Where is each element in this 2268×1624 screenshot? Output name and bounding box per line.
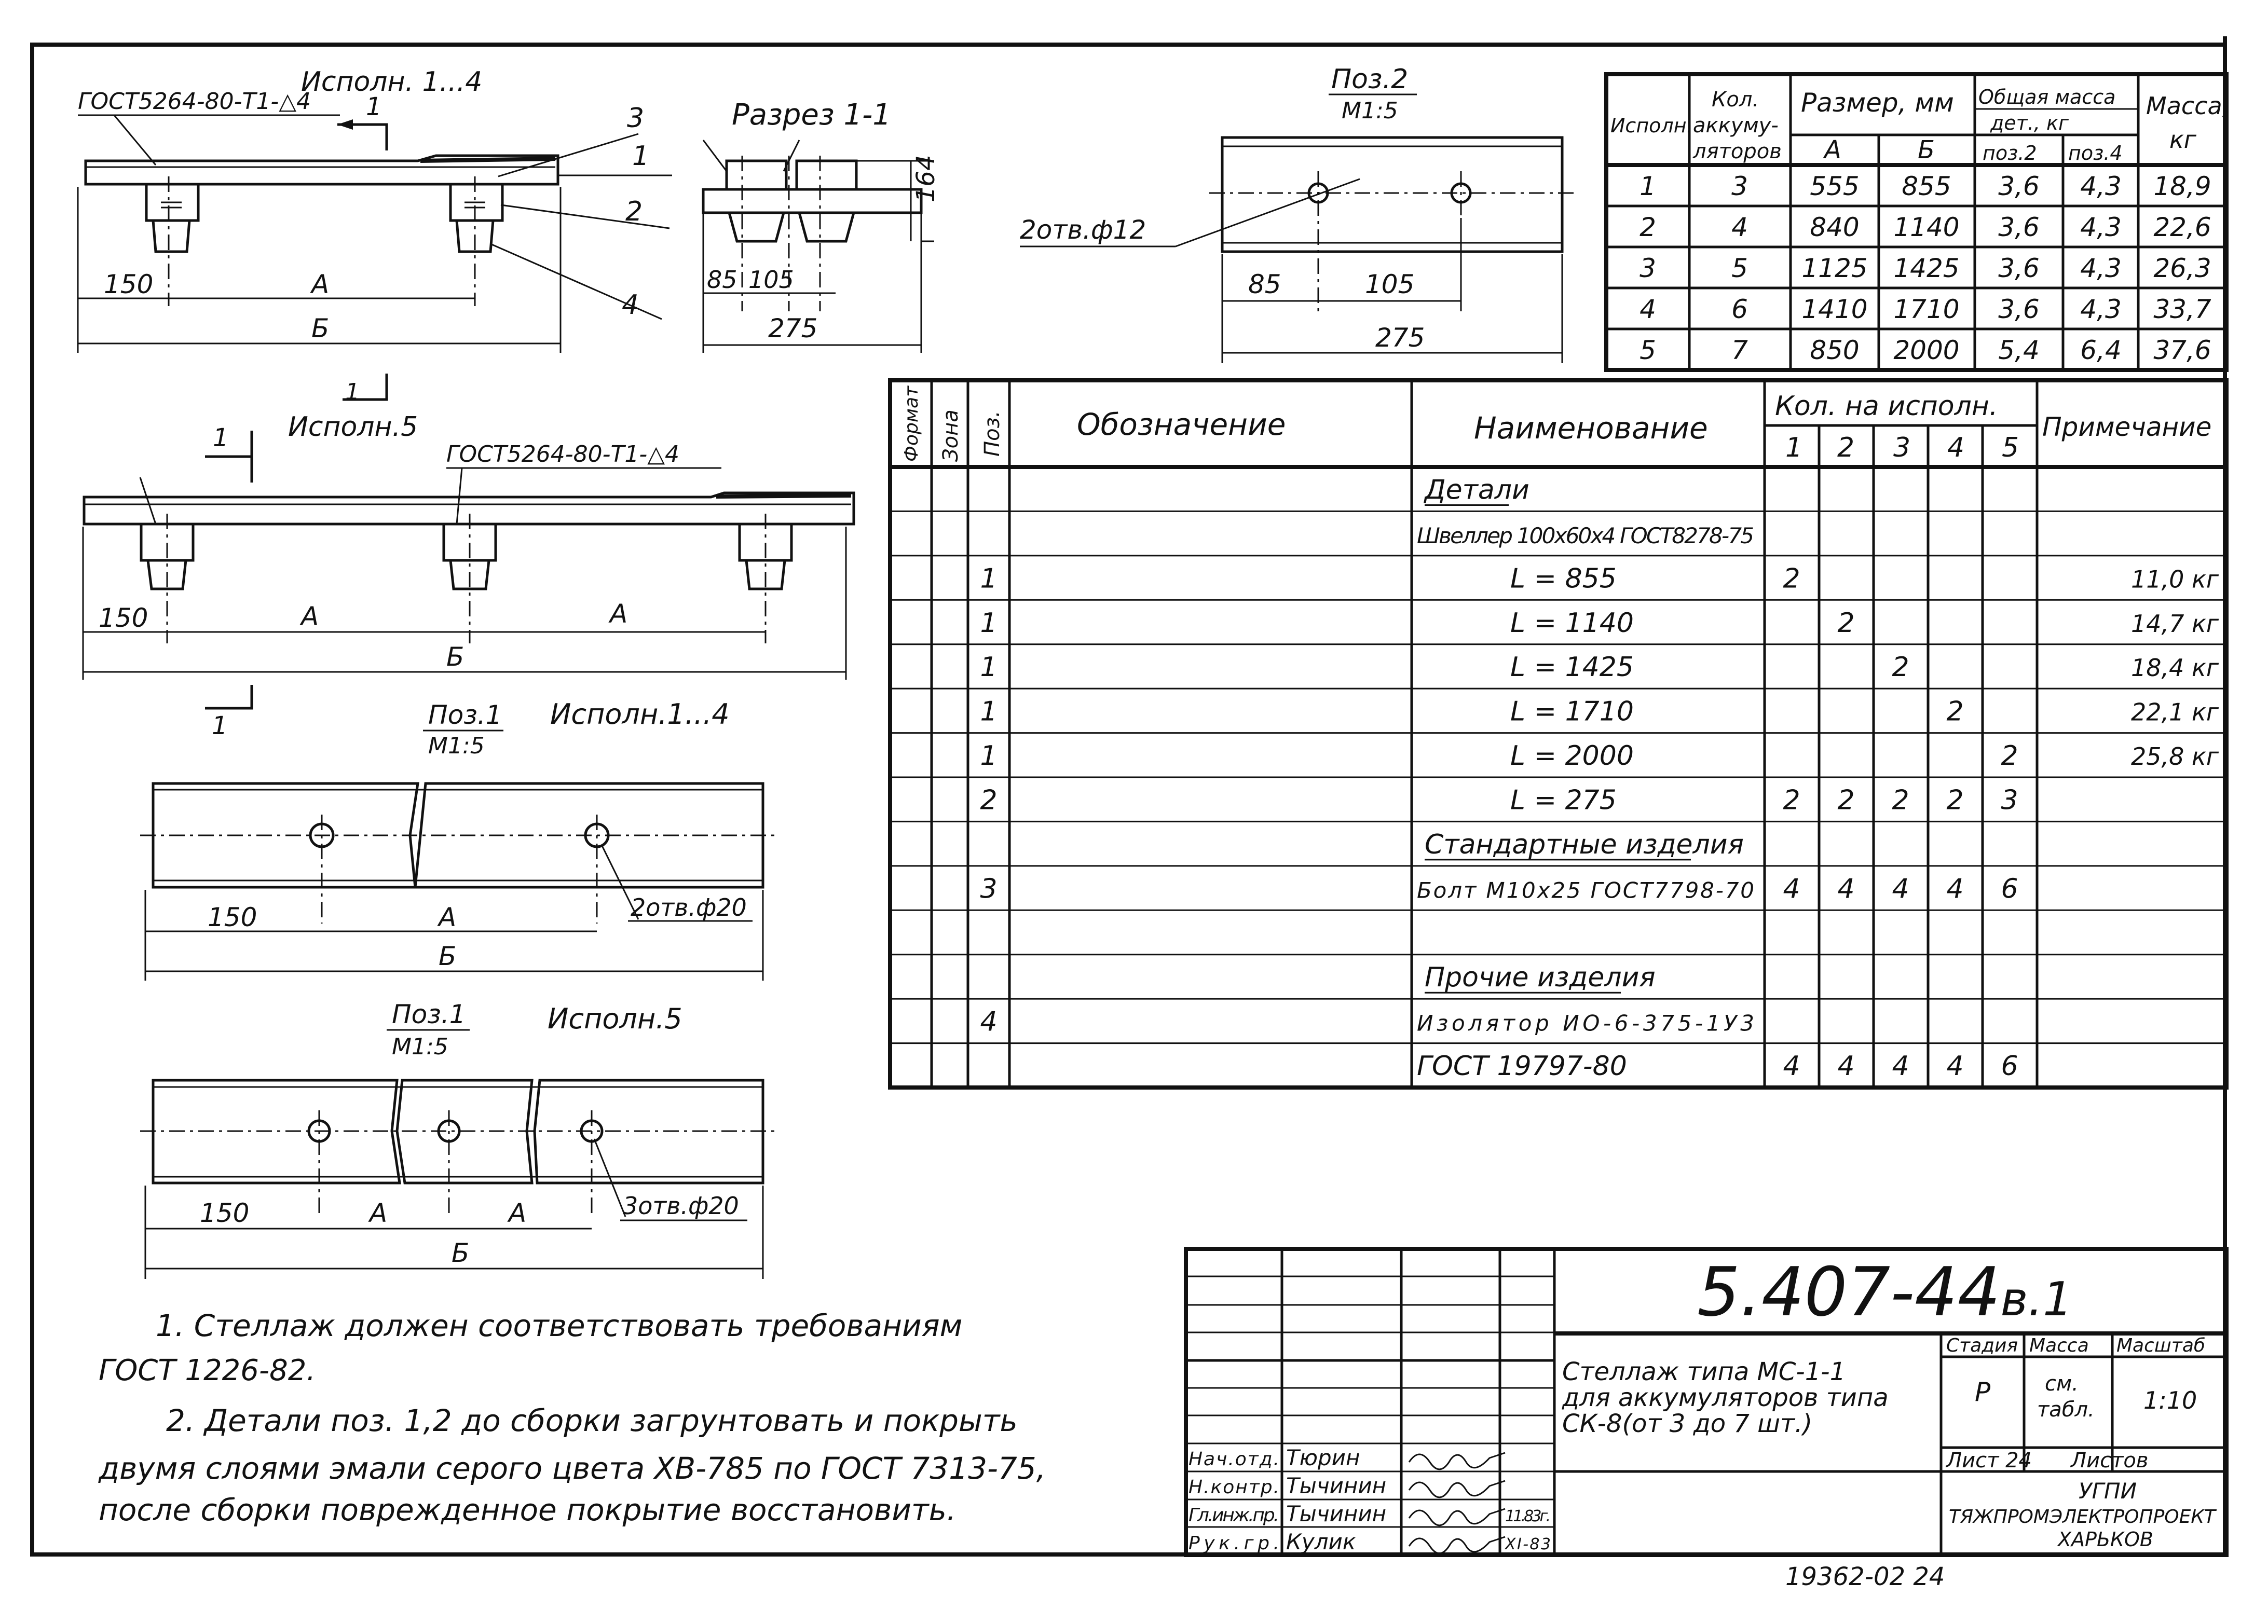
tb-date: 11.83г. (1505, 1507, 1551, 1525)
th-poz4: поз.4 (2068, 142, 2123, 164)
spec-prim: 11,0 кг (2131, 565, 2219, 594)
tb-signature (1409, 1481, 1505, 1497)
spec-rows (890, 475, 2226, 1082)
view-ispoln-5 (83, 374, 854, 740)
th-poz2: поз.2 (1983, 142, 2037, 164)
top-table-cell: 6,4 (2080, 335, 2122, 365)
top-table-cell: 3 (1731, 171, 1748, 201)
bottom-code: 19362-02 24 (1785, 1562, 1945, 1591)
top-table (1606, 74, 2230, 370)
spec-prim: 18,4 кг (2131, 654, 2219, 682)
top-table-cell: 4,3 (2080, 212, 2122, 242)
tb-person: Тюрин (1286, 1445, 1360, 1470)
spec-naim: L = 2000 (1510, 740, 1634, 772)
section-mark-bottom-arrow (205, 685, 252, 708)
poz1b-dim-150: 150 (200, 1198, 250, 1228)
spec-naim: Швеллер 100х60х4 ГОСТ8278-75 (1417, 522, 1754, 548)
poz1b-title: Поз.1 (392, 999, 466, 1029)
th-obsh-2: дет., кг (1990, 112, 2069, 134)
poz2-dim-85: 85 (1248, 269, 1281, 299)
spec-qty: 4 (1946, 873, 1964, 905)
spec-h-col-2: 2 (1837, 432, 1855, 463)
top-table-cell: 7 (1731, 335, 1748, 365)
top-table-cell: 1410 (1801, 294, 1868, 324)
poz1a-dim-B: Б (439, 941, 457, 971)
spec-prim: 22,1 кг (2131, 698, 2219, 726)
spec-qty: 2 (1892, 785, 1909, 816)
poz1b-dim-A2: А (509, 1198, 527, 1228)
view-poz1-ispoln-1-4 (140, 698, 778, 981)
spec-poz: 1 (980, 652, 998, 683)
ispoln5-label: Исполн.5 (288, 411, 418, 443)
poz1b-dim-A1: А (370, 1198, 388, 1228)
th-massa-1: Масса, (2146, 92, 2230, 120)
spec-qty: 2 (1783, 563, 1800, 595)
th-massa-2: кг (2169, 126, 2196, 154)
spec-h-format: Формат (901, 386, 922, 462)
section-leader-left (703, 140, 727, 171)
view-poz1-ispoln-5 (140, 999, 778, 1279)
top-table-cell: 1710 (1893, 294, 1960, 324)
top-table-cell: 850 (1810, 335, 1860, 365)
th-kol-1: Кол. (1712, 88, 1759, 112)
poz2-plate (1222, 137, 1562, 252)
massa-value-1: см. (2045, 1372, 2079, 1396)
spec-h-prim: Примечание (2042, 412, 2212, 442)
note-2a: 2. Детали поз. 1,2 до сборки загрунтовать и покрыть (166, 1403, 1018, 1438)
poz1b-scale: М1:5 (392, 1034, 448, 1060)
spec-h-col-5: 5 (2002, 432, 2019, 463)
note-2b: двумя слоями эмали серого цвета ХВ-785 по ГОСТ 7313-75, (99, 1451, 1046, 1486)
spec-h-kol: Кол. на исполн. (1775, 391, 1998, 422)
section-title: Разрез 1-1 (732, 98, 891, 132)
poz2-dim-275: 275 (1375, 323, 1425, 353)
section-base-left (729, 213, 784, 241)
dim-B: Б (311, 313, 330, 343)
spec-naim: Стандартные изделия (1425, 829, 1744, 860)
section-arrowhead (337, 119, 353, 130)
top-table-cell: 3,6 (1998, 171, 2040, 201)
callout-4: 4 (622, 290, 639, 321)
massa-label: Масса (2029, 1335, 2089, 1356)
tb-person: Тычинин (1286, 1501, 1387, 1526)
gost-weld-label: ГОСТ5264-80-Т1-△4 (78, 88, 311, 115)
tb-signature (1409, 1537, 1505, 1553)
spec-qty: 2 (2001, 740, 2018, 772)
spec-qty: 2 (1892, 652, 1909, 683)
poz2-dim-105: 105 (1365, 269, 1415, 299)
insulator-right (450, 184, 502, 252)
spec-qty: 2 (1946, 785, 1964, 816)
th-kol-2: аккуму- (1693, 114, 1779, 137)
poz1a-ispoln: Исполн.1...4 (550, 698, 730, 731)
poz2-scale: М1:5 (1342, 98, 1398, 124)
spec-h-naim: Наименование (1474, 410, 1708, 446)
ispoln-1-4-label: Исполн. 1...4 (301, 66, 483, 98)
ispoln5-channel-hatch (716, 496, 851, 497)
spec-poz: 2 (980, 785, 998, 816)
masshtab-label: Масштаб (2116, 1335, 2206, 1356)
th-kol-3: ляторов (1693, 140, 1782, 163)
spec-h-oboz: Обозначение (1077, 407, 1286, 442)
poz1b-holes: 3отв.ф20 (623, 1192, 739, 1220)
tb-signature (1409, 1509, 1505, 1525)
top-table-cell: 4 (1639, 294, 1656, 324)
spec-poz: 1 (980, 740, 998, 772)
top-table-cell: 855 (1902, 171, 1951, 201)
view-ispoln-1-4 (78, 66, 672, 353)
top-table-cell: 26,3 (2153, 253, 2211, 283)
notes (98, 1308, 1046, 1527)
top-table-cell: 4,3 (2080, 171, 2122, 201)
spec-prim: 14,7 кг (2131, 609, 2219, 638)
list-number: Лист 24 (1946, 1449, 2032, 1472)
name-line-2: для аккумуляторов типа (1562, 1383, 1889, 1412)
channel-hatch (420, 159, 555, 161)
dim-105: 105 (748, 266, 794, 294)
section-mark-bottom: 1 (212, 711, 228, 740)
top-table-cell: 3 (1639, 253, 1656, 283)
top-table-cell: 18,9 (2153, 171, 2211, 201)
top-table-cell: 5,4 (1998, 335, 2040, 365)
top-table-cell: 6 (1731, 294, 1748, 324)
spec-naim: ГОСТ 19797-80 (1417, 1051, 1627, 1082)
spec-poz: 1 (980, 696, 998, 727)
poz1b-holes-leader (594, 1139, 625, 1217)
spec-h-poz: Поз. (980, 410, 1004, 457)
poz2-holes-leader (1176, 179, 1360, 246)
top-table-cell: 1125 (1801, 253, 1868, 283)
section-insulator-right (797, 161, 856, 189)
top-table-cell: 1 (1639, 171, 1656, 201)
top-table-cell: 840 (1810, 212, 1860, 242)
top-table-cell: 2 (1639, 212, 1656, 242)
th-a: А (1824, 135, 1841, 164)
spec-naim: L = 1710 (1510, 696, 1634, 727)
spec-qty: 6 (2001, 873, 2018, 905)
spec-qty: 3 (2001, 785, 2018, 816)
top-table-cell: 3,6 (1998, 294, 2040, 324)
ispoln5-dim-B: Б (446, 642, 464, 672)
org-3: ХАРЬКОВ (2058, 1528, 2153, 1551)
poz1b-ispoln: Исполн.5 (548, 1002, 682, 1035)
top-table-cell: 555 (1810, 171, 1860, 201)
th-ispoln: Исполн. (1610, 114, 1693, 137)
dim-275: 275 (768, 313, 818, 343)
section-insulator-left (727, 161, 786, 189)
top-table-cell: 37,6 (2153, 335, 2211, 365)
section-mark-1: 1 (366, 92, 382, 121)
spec-h-col-1: 1 (1785, 432, 1803, 463)
spec-qty: 4 (1837, 873, 1855, 905)
top-table-cell: 4,3 (2080, 294, 2122, 324)
org-1: УГПИ (2079, 1478, 2137, 1504)
tb-role: Гл.инж.пр. (1188, 1505, 1279, 1526)
org-2: ТЯЖПРОМЭЛЕКТРОПРОЕКТ (1949, 1506, 2216, 1527)
spec-naim: Детали (1425, 474, 1529, 506)
note-1b: ГОСТ 1226-82. (99, 1354, 316, 1387)
spec-naim: L = 275 (1510, 785, 1617, 816)
spec-table (890, 380, 2226, 1088)
spec-qty: 2 (1783, 785, 1800, 816)
poz2-holes: 2отв.ф12 (1020, 215, 1146, 245)
section-base-right (799, 213, 854, 241)
top-table-cell: 5 (1639, 335, 1656, 365)
poz2-title: Поз.2 (1331, 64, 1409, 95)
spec-naim: L = 855 (1510, 563, 1617, 595)
section-channel (703, 189, 921, 213)
callout-2: 2 (625, 196, 643, 227)
top-table-cell: 3,6 (1998, 253, 2040, 283)
dim-150: 150 (104, 269, 154, 299)
stadiya-label: Стадия (1946, 1335, 2018, 1356)
top-table-cell: 2000 (1893, 335, 1960, 365)
tb-person: Кулик (1286, 1529, 1356, 1554)
note-1a: 1. Стеллаж должен соответствовать требованиям (156, 1308, 963, 1343)
callout-1: 1 (632, 141, 650, 172)
spec-poz: 3 (980, 873, 998, 905)
poz1a-title: Поз.1 (428, 700, 502, 730)
tb-person: Тычинин (1286, 1473, 1387, 1498)
spec-poz: 4 (980, 1006, 998, 1038)
view-section-1-1 (703, 98, 940, 353)
view-poz2 (1020, 64, 1578, 363)
spec-naim: L = 1425 (1510, 652, 1634, 683)
note-2c: после сборки поврежденное покрытие восстановить. (99, 1492, 957, 1527)
th-b: Б (1918, 135, 1935, 164)
top-table-cell: 1140 (1893, 212, 1960, 242)
spec-qty: 2 (1946, 696, 1964, 727)
poz1a-holes: 2отв.ф20 (631, 893, 747, 921)
poz1b-dim-B: Б (452, 1238, 470, 1268)
spec-qty: 4 (1837, 1051, 1855, 1082)
stadiya-value: Р (1975, 1377, 1991, 1407)
poz1a-dim-150: 150 (208, 902, 257, 932)
spec-h-col-4: 4 (1947, 432, 1965, 463)
masshtab-value: 1:10 (2143, 1386, 2197, 1414)
spec-prim: 25,8 кг (2131, 742, 2219, 771)
spec-qty: 4 (1892, 873, 1909, 905)
title-block (1186, 1249, 2226, 1555)
listov-label: Листов (2071, 1449, 2149, 1472)
section-mark-top: 1 (345, 379, 360, 405)
top-table-cell: 3,6 (1998, 212, 2040, 242)
spec-qty: 2 (1837, 785, 1855, 816)
th-obsh-1: Общая масса (1978, 86, 2116, 108)
top-table-cell: 22,6 (2153, 212, 2211, 242)
massa-value-2: табл. (2037, 1398, 2095, 1422)
gost-leader (114, 115, 156, 165)
ispoln5-leader-left (140, 477, 156, 524)
callout-2-leader (501, 205, 670, 228)
spec-qty: 4 (1783, 873, 1800, 905)
spec-poz: 1 (980, 607, 998, 639)
top-table-cell: 5 (1731, 253, 1748, 283)
tb-role: Рук.гр. (1188, 1533, 1279, 1554)
poz1a-dim-A: А (439, 902, 457, 932)
drawing-code: 5.407-44в.1 (1697, 1253, 2073, 1331)
poz1a-scale: М1:5 (428, 733, 485, 759)
top-table-rows (1639, 171, 2211, 365)
ispoln5-dim-150: 150 (99, 603, 148, 633)
spec-qty: 4 (1946, 1051, 1964, 1082)
spec-qty: 6 (2001, 1051, 2018, 1082)
spec-naim: Изолятор ИО-6-375-1У3 (1417, 1010, 1754, 1036)
top-table-cell: 4,3 (2080, 253, 2122, 283)
spec-qty: 2 (1837, 607, 1855, 639)
top-table-cell: 33,7 (2153, 294, 2211, 324)
top-table-cell: 4 (1731, 212, 1748, 242)
spec-naim: L = 1140 (1510, 607, 1634, 639)
callout-3: 3 (627, 103, 645, 134)
tb-role: Нач.отд. (1188, 1449, 1279, 1470)
tb-date: XI-83 (1505, 1535, 1551, 1553)
dim-85: 85 (707, 266, 737, 294)
section-mark-mid: 1 (213, 423, 229, 452)
name-line-3: СК-8(от 3 до 7 шт.) (1562, 1409, 1813, 1438)
insulator-left (146, 184, 198, 252)
tb-role: Н.контр. (1188, 1477, 1279, 1498)
ispoln5-dim-A2: А (610, 599, 628, 629)
top-table-cell: 1425 (1893, 253, 1960, 283)
dim-A: А (311, 269, 330, 299)
spec-poz: 1 (980, 563, 998, 595)
ispoln5-gost: ГОСТ5264-80-Т1-△4 (446, 441, 680, 467)
name-line-1: Стеллаж типа МС-1-1 (1562, 1357, 1846, 1386)
tb-signature (1409, 1453, 1505, 1469)
dim-164: 164 (911, 155, 940, 202)
spec-qty: 4 (1892, 1051, 1909, 1082)
spec-naim: Прочие изделия (1425, 962, 1656, 994)
spec-naim: Болт М10х25 ГОСТ7798-70 (1417, 877, 1754, 903)
spec-h-zona: Зона (939, 409, 963, 462)
ispoln5-dim-A1: А (301, 601, 319, 631)
spec-h-col-3: 3 (1893, 432, 1911, 463)
th-razmer: Размер, мм (1801, 88, 1954, 118)
section-arrow (337, 125, 387, 150)
spec-qty: 4 (1783, 1051, 1800, 1082)
